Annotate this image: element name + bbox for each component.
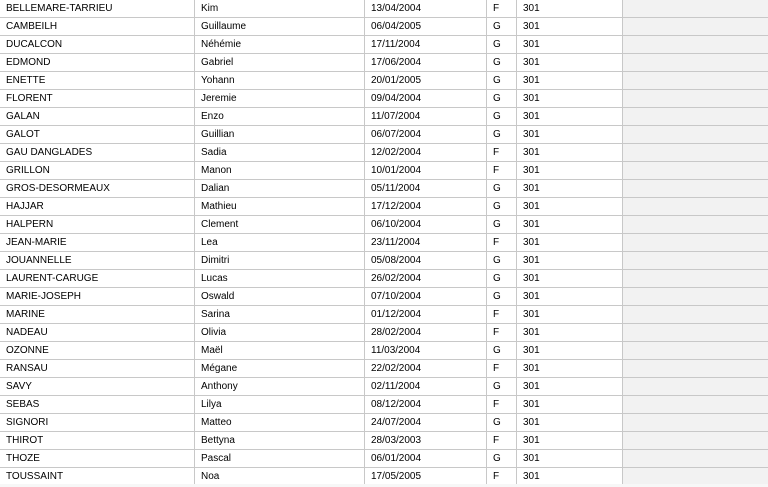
sex-cell[interactable]: G xyxy=(487,198,517,216)
last-name-cell[interactable]: THIROT xyxy=(0,432,195,450)
last-name-cell[interactable]: SEBAS xyxy=(0,396,195,414)
empty-cell xyxy=(623,72,768,90)
first-name-cell[interactable]: Bettyna xyxy=(195,432,365,450)
first-name-cell[interactable]: Matteo xyxy=(195,414,365,432)
empty-cell xyxy=(623,270,768,288)
first-name-cell[interactable]: Guillaume xyxy=(195,18,365,36)
last-name-cell[interactable]: OZONNE xyxy=(0,342,195,360)
class-cell[interactable]: 301 xyxy=(517,360,623,378)
class-cell[interactable]: 301 xyxy=(517,324,623,342)
last-name-cell[interactable]: GAU DANGLADES xyxy=(0,144,195,162)
last-name-cell[interactable]: GALOT xyxy=(0,126,195,144)
sex-cell[interactable]: F xyxy=(487,468,517,486)
sex-cell[interactable]: G xyxy=(487,252,517,270)
table-row[interactable] xyxy=(0,54,768,72)
sex-cell[interactable]: G xyxy=(487,18,517,36)
sex-cell[interactable]: F xyxy=(487,432,517,450)
birth-date-cell[interactable]: 10/01/2004 xyxy=(365,162,487,180)
last-name-cell[interactable]: MARINE xyxy=(0,306,195,324)
table-row[interactable] xyxy=(0,108,768,126)
table-row[interactable] xyxy=(0,450,768,468)
sex-cell[interactable]: G xyxy=(487,216,517,234)
class-cell[interactable]: 301 xyxy=(517,162,623,180)
sex-cell[interactable]: F xyxy=(487,396,517,414)
sex-cell[interactable]: G xyxy=(487,342,517,360)
birth-date-cell[interactable]: 08/12/2004 xyxy=(365,396,487,414)
table-row[interactable] xyxy=(0,144,768,162)
empty-cell xyxy=(623,126,768,144)
first-name-cell[interactable]: Mathieu xyxy=(195,198,365,216)
last-name-cell[interactable]: TOUSSAINT xyxy=(0,468,195,486)
sex-cell[interactable]: F xyxy=(487,0,517,18)
empty-cell xyxy=(623,162,768,180)
table-row[interactable] xyxy=(0,360,768,378)
empty-cell xyxy=(623,54,768,72)
first-name-cell[interactable]: Pascal xyxy=(195,450,365,468)
sex-cell[interactable]: F xyxy=(487,324,517,342)
class-cell[interactable]: 301 xyxy=(517,18,623,36)
empty-cell xyxy=(623,360,768,378)
first-name-cell[interactable]: Lucas xyxy=(195,270,365,288)
birth-date-cell[interactable]: 17/11/2004 xyxy=(365,36,487,54)
empty-cell xyxy=(623,324,768,342)
table-row[interactable] xyxy=(0,342,768,360)
table-row[interactable] xyxy=(0,414,768,432)
first-name-cell[interactable]: Clement xyxy=(195,216,365,234)
table-row[interactable] xyxy=(0,234,768,252)
birth-date-cell[interactable]: 23/11/2004 xyxy=(365,234,487,252)
empty-cell xyxy=(623,36,768,54)
table-row[interactable] xyxy=(0,378,768,396)
table-row[interactable] xyxy=(0,0,768,18)
class-cell[interactable]: 301 xyxy=(517,432,623,450)
sex-cell[interactable]: G xyxy=(487,180,517,198)
birth-date-cell[interactable]: 06/04/2005 xyxy=(365,18,487,36)
sex-cell[interactable]: G xyxy=(487,450,517,468)
class-cell[interactable]: 301 xyxy=(517,288,623,306)
table-row[interactable] xyxy=(0,252,768,270)
first-name-cell[interactable]: Maël xyxy=(195,342,365,360)
birth-date-cell[interactable]: 11/03/2004 xyxy=(365,342,487,360)
class-cell[interactable]: 301 xyxy=(517,180,623,198)
table-row[interactable] xyxy=(0,18,768,36)
class-cell[interactable]: 301 xyxy=(517,378,623,396)
table-row[interactable] xyxy=(0,306,768,324)
first-name-cell[interactable]: Guillian xyxy=(195,126,365,144)
class-cell[interactable]: 301 xyxy=(517,216,623,234)
birth-date-cell[interactable]: 28/03/2003 xyxy=(365,432,487,450)
last-name-cell[interactable]: SAVY xyxy=(0,378,195,396)
empty-cell xyxy=(623,198,768,216)
birth-date-cell[interactable]: 22/02/2004 xyxy=(365,360,487,378)
class-cell[interactable]: 301 xyxy=(517,414,623,432)
empty-cell xyxy=(623,90,768,108)
sex-cell[interactable]: G xyxy=(487,126,517,144)
empty-cell xyxy=(623,144,768,162)
table-row[interactable] xyxy=(0,324,768,342)
sex-cell[interactable]: F xyxy=(487,306,517,324)
class-cell[interactable]: 301 xyxy=(517,54,623,72)
birth-date-cell[interactable]: 05/08/2004 xyxy=(365,252,487,270)
empty-cell xyxy=(623,18,768,36)
first-name-cell[interactable]: Néhémie xyxy=(195,36,365,54)
class-cell[interactable]: 301 xyxy=(517,108,623,126)
first-name-cell[interactable]: Oswald xyxy=(195,288,365,306)
empty-cell xyxy=(623,234,768,252)
empty-cell xyxy=(623,450,768,468)
class-cell[interactable]: 301 xyxy=(517,90,623,108)
class-cell[interactable]: 301 xyxy=(517,72,623,90)
table-row[interactable] xyxy=(0,180,768,198)
last-name-cell[interactable]: EDMOND xyxy=(0,54,195,72)
last-name-cell[interactable]: SIGNORI xyxy=(0,414,195,432)
birth-date-cell[interactable]: 06/01/2004 xyxy=(365,450,487,468)
sex-cell[interactable]: G xyxy=(487,54,517,72)
last-name-cell[interactable]: NADEAU xyxy=(0,324,195,342)
last-name-cell[interactable]: BELLEMARE-TARRIEU xyxy=(0,0,195,18)
first-name-cell[interactable]: Enzo xyxy=(195,108,365,126)
sex-cell[interactable]: F xyxy=(487,144,517,162)
table-row[interactable] xyxy=(0,126,768,144)
last-name-cell[interactable]: DUCALCON xyxy=(0,36,195,54)
birth-date-cell[interactable]: 05/11/2004 xyxy=(365,180,487,198)
last-name-cell[interactable]: GRILLON xyxy=(0,162,195,180)
last-name-cell[interactable]: HALPERN xyxy=(0,216,195,234)
birth-date-cell[interactable]: 26/02/2004 xyxy=(365,270,487,288)
birth-date-cell[interactable]: 12/02/2004 xyxy=(365,144,487,162)
empty-cell xyxy=(623,306,768,324)
class-cell[interactable]: 301 xyxy=(517,0,623,18)
table-row[interactable] xyxy=(0,396,768,414)
last-name-cell[interactable]: GALAN xyxy=(0,108,195,126)
first-name-cell[interactable]: Anthony xyxy=(195,378,365,396)
class-cell[interactable]: 301 xyxy=(517,36,623,54)
table-row[interactable] xyxy=(0,216,768,234)
last-name-cell[interactable]: ENETTE xyxy=(0,72,195,90)
class-cell[interactable]: 301 xyxy=(517,144,623,162)
empty-cell xyxy=(623,432,768,450)
empty-cell xyxy=(623,180,768,198)
first-name-cell[interactable]: Dimitri xyxy=(195,252,365,270)
class-cell[interactable]: 301 xyxy=(517,198,623,216)
first-name-cell[interactable]: Gabriel xyxy=(195,54,365,72)
last-name-cell[interactable]: THOZE xyxy=(0,450,195,468)
sex-cell[interactable]: G xyxy=(487,72,517,90)
last-name-cell[interactable]: HAJJAR xyxy=(0,198,195,216)
empty-cell xyxy=(623,342,768,360)
birth-date-cell[interactable]: 17/06/2004 xyxy=(365,54,487,72)
first-name-cell[interactable]: Dalian xyxy=(195,180,365,198)
empty-cell xyxy=(623,0,768,18)
class-cell[interactable]: 301 xyxy=(517,270,623,288)
last-name-cell[interactable]: RANSAU xyxy=(0,360,195,378)
birth-date-cell[interactable]: 06/10/2004 xyxy=(365,216,487,234)
birth-date-cell[interactable]: 09/04/2004 xyxy=(365,90,487,108)
first-name-cell[interactable]: Jeremie xyxy=(195,90,365,108)
first-name-cell[interactable]: Sadia xyxy=(195,144,365,162)
table-row[interactable] xyxy=(0,36,768,54)
birth-date-cell[interactable]: 02/11/2004 xyxy=(365,378,487,396)
last-name-cell[interactable]: CAMBEILH xyxy=(0,18,195,36)
first-name-cell[interactable]: Noa xyxy=(195,468,365,486)
birth-date-cell[interactable]: 24/07/2004 xyxy=(365,414,487,432)
sex-cell[interactable]: G xyxy=(487,90,517,108)
class-cell[interactable]: 301 xyxy=(517,396,623,414)
table-row[interactable] xyxy=(0,162,768,180)
sex-cell[interactable]: G xyxy=(487,270,517,288)
first-name-cell[interactable]: Sarina xyxy=(195,306,365,324)
birth-date-cell[interactable]: 11/07/2004 xyxy=(365,108,487,126)
table-row[interactable] xyxy=(0,72,768,90)
sex-cell[interactable]: G xyxy=(487,288,517,306)
empty-cell xyxy=(623,396,768,414)
last-name-cell[interactable]: LAURENT-CARUGE xyxy=(0,270,195,288)
table-row[interactable] xyxy=(0,90,768,108)
last-name-cell[interactable]: MARIE-JOSEPH xyxy=(0,288,195,306)
empty-cell xyxy=(623,288,768,306)
first-name-cell[interactable]: Lilya xyxy=(195,396,365,414)
birth-date-cell[interactable]: 13/04/2004 xyxy=(365,0,487,18)
first-name-cell[interactable]: Kim xyxy=(195,0,365,18)
empty-cell xyxy=(623,252,768,270)
empty-cell xyxy=(623,378,768,396)
sex-cell[interactable]: F xyxy=(487,360,517,378)
last-name-cell[interactable]: FLORENT xyxy=(0,90,195,108)
birth-date-cell[interactable]: 07/10/2004 xyxy=(365,288,487,306)
first-name-cell[interactable]: Olivia xyxy=(195,324,365,342)
birth-date-cell[interactable]: 17/12/2004 xyxy=(365,198,487,216)
class-cell[interactable]: 301 xyxy=(517,306,623,324)
table-row[interactable] xyxy=(0,288,768,306)
first-name-cell[interactable]: Manon xyxy=(195,162,365,180)
class-cell[interactable]: 301 xyxy=(517,468,623,486)
birth-date-cell[interactable]: 20/01/2005 xyxy=(365,72,487,90)
birth-date-cell[interactable]: 28/02/2004 xyxy=(365,324,487,342)
class-cell[interactable]: 301 xyxy=(517,450,623,468)
class-cell[interactable]: 301 xyxy=(517,126,623,144)
first-name-cell[interactable]: Mégane xyxy=(195,360,365,378)
empty-cell xyxy=(623,108,768,126)
birth-date-cell[interactable]: 17/05/2005 xyxy=(365,468,487,486)
class-cell[interactable]: 301 xyxy=(517,234,623,252)
sex-cell[interactable]: G xyxy=(487,108,517,126)
sex-cell[interactable]: G xyxy=(487,414,517,432)
last-name-cell[interactable]: JEAN-MARIE xyxy=(0,234,195,252)
sex-cell[interactable]: G xyxy=(487,36,517,54)
class-cell[interactable]: 301 xyxy=(517,342,623,360)
table-row[interactable] xyxy=(0,432,768,450)
birth-date-cell[interactable]: 01/12/2004 xyxy=(365,306,487,324)
last-name-cell[interactable]: GROS-DESORMEAUX xyxy=(0,180,195,198)
table-row[interactable] xyxy=(0,198,768,216)
class-cell[interactable]: 301 xyxy=(517,252,623,270)
empty-cell xyxy=(623,216,768,234)
sex-cell[interactable]: F xyxy=(487,234,517,252)
table-row[interactable] xyxy=(0,270,768,288)
first-name-cell[interactable]: Lea xyxy=(195,234,365,252)
sex-cell[interactable]: G xyxy=(487,378,517,396)
empty-cell xyxy=(623,414,768,432)
first-name-cell[interactable]: Yohann xyxy=(195,72,365,90)
sex-cell[interactable]: F xyxy=(487,162,517,180)
last-name-cell[interactable]: JOUANNELLE xyxy=(0,252,195,270)
birth-date-cell[interactable]: 06/07/2004 xyxy=(365,126,487,144)
